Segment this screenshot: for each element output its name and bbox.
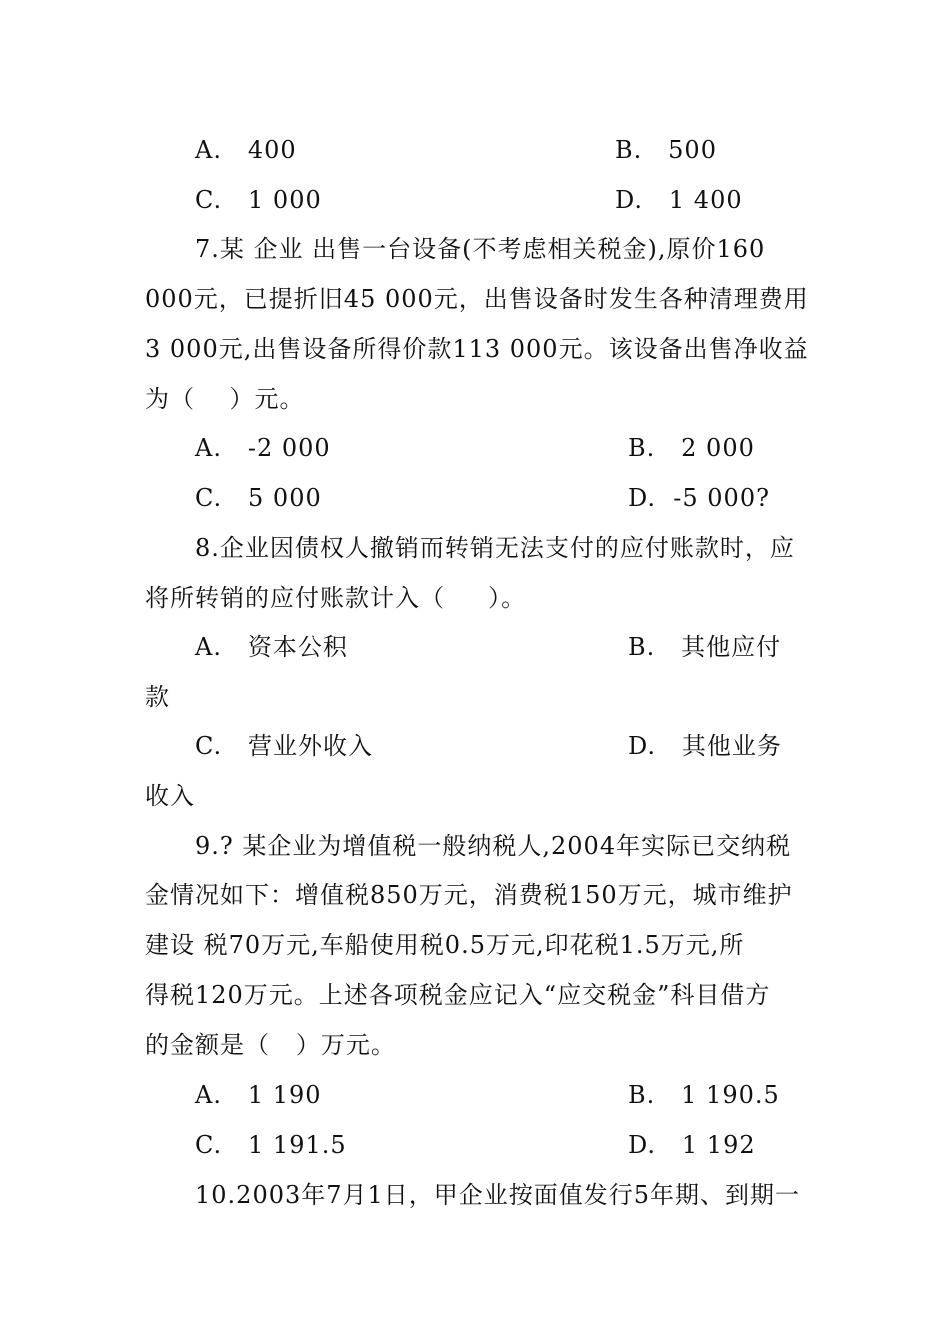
q8-option-b-wrap: 款 <box>145 683 170 711</box>
q9-line-4: 得税120万元。上述各项税金应记入“应交税金”科目借方 <box>145 981 771 1009</box>
q6-option-d: D. 1 400 <box>615 186 743 214</box>
q9-option-b: B. 1 190.5 <box>628 1081 780 1109</box>
q9-line-2: 金情况如下：增值税850万元，消费税150万元，城市维护 <box>145 881 793 909</box>
q7-line-3: 3 000元,出售设备所得价款113 000元。该设备出售净收益 <box>145 335 809 363</box>
q7-option-c: C. 5 000 <box>195 484 322 512</box>
q7-line-4: 为（ ）元。 <box>145 385 305 413</box>
q7-line-1: 7.某 企业 出售一台设备(不考虑相关税金),原价160 <box>195 235 766 263</box>
q9-option-c: C. 1 191.5 <box>195 1131 347 1159</box>
q8-option-c: C. 营业外收入 <box>195 732 374 760</box>
q8-option-a: A. 资本公积 <box>195 633 348 661</box>
q8-option-b: B. 其他应付 <box>628 633 782 661</box>
q8-line-1: 8.企业因债权人撤销而转销无法支付的应付账款时，应 <box>195 534 795 562</box>
q6-option-a: A. 400 <box>195 136 297 164</box>
q9-line-3: 建设 税70万元,车船使用税0.5万元,印花税1.5万元,所 <box>145 931 745 959</box>
q8-option-d: D. 其他业务 <box>628 732 782 760</box>
q6-option-b: B. 500 <box>615 136 717 164</box>
q7-option-d: D. -5 000? <box>628 484 770 512</box>
q9-option-d: D. 1 192 <box>628 1131 756 1159</box>
q8-line-2: 将所转销的应付账款计入（ ）。 <box>145 584 527 612</box>
q9-line-1: 9.? 某企业为增值税一般纳税人,2004年实际已交纳税 <box>195 832 792 860</box>
q10-line-1: 10.2003年7月1日，甲企业按面值发行5年期、到期一 <box>195 1181 801 1209</box>
q8-option-d-wrap: 收入 <box>145 782 195 810</box>
q9-line-5: 的金额是（ ）万元。 <box>145 1031 396 1059</box>
q7-option-a: A. -2 000 <box>195 434 331 462</box>
q6-option-c: C. 1 000 <box>195 186 322 214</box>
q7-line-2: 000元，已提折旧45 000元，出售设备时发生各种清理费用 <box>145 285 809 313</box>
q7-option-b: B. 2 000 <box>628 434 755 462</box>
q9-option-a: A. 1 190 <box>195 1081 322 1109</box>
